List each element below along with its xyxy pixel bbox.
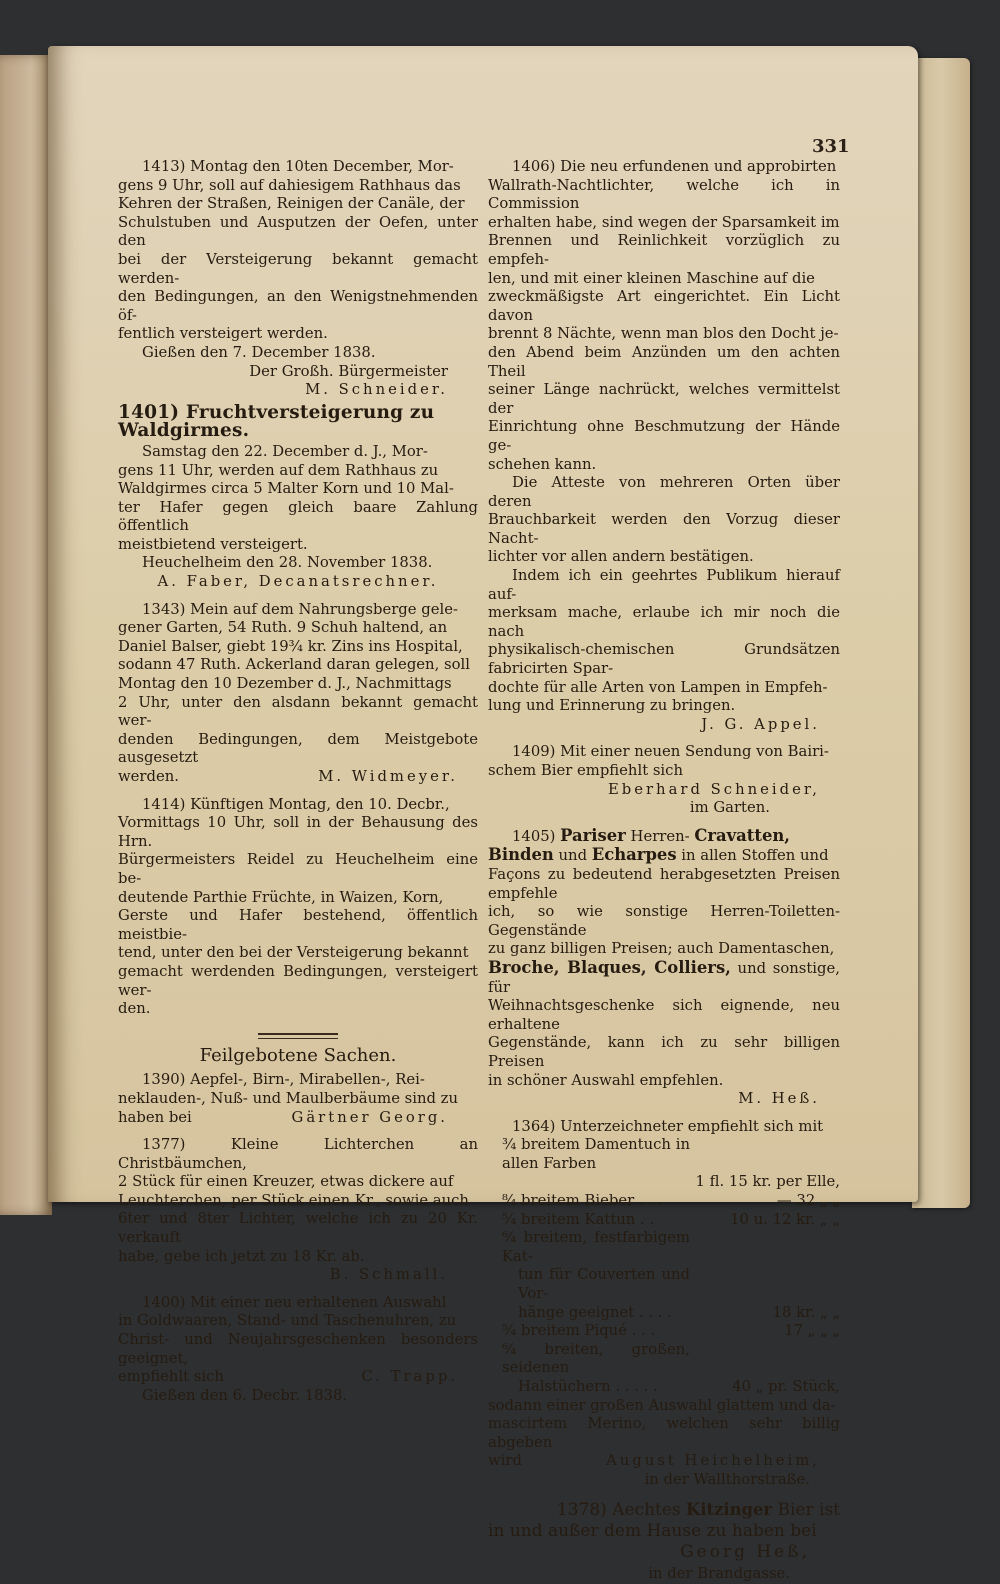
- price-item: ⁶⁄₄ breitem, festfarbigem Kat-: [502, 1229, 690, 1265]
- text-line: [488, 1499, 840, 1521]
- text-line: [488, 959, 840, 997]
- ad-1377: [118, 1136, 478, 1285]
- text-line: [488, 1452, 840, 1471]
- text-line: erhalten habe, sind wegen der Sparsamkeit im: [488, 213, 840, 231]
- text-line: in und außer dem Hause zu haben bei: [488, 1520, 817, 1541]
- section-heading: Feilgebotene Sachen.: [199, 1044, 397, 1066]
- text-line: Bürgermeisters Reidel zu Heuchelheim eine be-: [118, 851, 478, 887]
- text-line: Kehren der Straßen, Reinigen der Canäle, der: [118, 195, 465, 213]
- ad-1378: [488, 1499, 840, 1584]
- text-fragment: Bier ist: [777, 1499, 840, 1520]
- right-column: [488, 158, 840, 1584]
- price-item: ⁶⁄₄ breiten, großen, seidenen: [502, 1340, 690, 1377]
- text-line: 1343) Mein auf dem Nahrungsberge gele-: [142, 600, 458, 618]
- text-line: 6ter und 8ter Lichter, welche ich zu 20 Kr. verkauft: [118, 1210, 478, 1247]
- signature-location: in der Brandgasse.: [648, 1564, 790, 1582]
- price-value: 1 fl. 15 kr. per Elle,: [695, 1173, 840, 1191]
- text-line: Daniel Balser, giebt 19¾ kr. Zins ins Hospital,: [118, 637, 463, 655]
- text-line: gemacht werdenden Bedingungen, versteigert wer-: [118, 962, 478, 999]
- text-fragment: wird: [488, 1452, 522, 1470]
- ad-heading: 1401) Fruchtversteigerung zu Waldgirmes.: [118, 401, 435, 442]
- signature: A. Faber, Decanatsrechner.: [157, 573, 439, 591]
- text-line: meistbietend versteigert.: [118, 535, 308, 553]
- text-line: neklauden-, Nuß- und Maulberbäume sind zu: [118, 1089, 459, 1107]
- text-line: Façons zu bedeutend herabgesetzten Preisen empfehle: [488, 865, 840, 902]
- text-fragment: Kitzinger: [686, 1499, 773, 1519]
- text-line: [488, 827, 840, 847]
- text-fragment: Cravatten,: [694, 825, 790, 845]
- text-line: in schöner Auswahl empfehlen.: [488, 1071, 724, 1089]
- signature-title: Der Großh. Bürgermeister: [249, 362, 448, 380]
- price-row: [518, 1266, 840, 1303]
- place-date: Gießen den 7. December 1838.: [142, 343, 376, 361]
- price-row: [502, 1136, 840, 1173]
- text-fragment: 1405): [512, 827, 556, 845]
- price-item: Halstüchern . . . . .: [518, 1378, 658, 1395]
- text-line: len, und mit einer kleinen Maschine auf die: [488, 269, 815, 287]
- ad-1400: [118, 1294, 478, 1406]
- text-line: Indem ich ein geehrtes Publikum hierauf auf-: [488, 567, 840, 603]
- text-line: Christ- und Neujahrsgeschenken besonders geeignet,: [118, 1331, 478, 1367]
- price-row: [518, 1378, 840, 1397]
- price-item: hänge geeignet . . . .: [518, 1303, 672, 1321]
- text-fragment: 1378) Aechtes: [556, 1499, 681, 1520]
- text-line: Waldgirmes circa 5 Malter Korn und 10 Mal-: [118, 480, 454, 498]
- text-line: gener Garten, 54 Ruth. 9 Schuh haltend, an: [118, 619, 448, 637]
- text-line: zu ganz billigen Preisen; auch Damentaschen,: [488, 940, 835, 958]
- text-line: deutende Parthie Früchte, in Waizen, Korn,: [118, 888, 444, 906]
- text-line: den Abend beim Anzünden um den achten Theil: [488, 343, 840, 380]
- text-fragment: Pariser: [560, 825, 626, 845]
- price-value: 18 kr. „ „: [772, 1303, 840, 1321]
- price-value: 17 „ „ „: [784, 1322, 840, 1340]
- price-item: [502, 1173, 640, 1192]
- price-value: [690, 1136, 840, 1173]
- text-line: sodann 47 Ruth. Ackerland daran gelegen, soll: [118, 656, 470, 674]
- signature: C. Trapp.: [361, 1368, 458, 1386]
- text-line: merksam mache, erlaube ich mir noch die nach: [488, 604, 840, 640]
- text-line: den.: [118, 1000, 151, 1018]
- text-fragment: und: [558, 847, 588, 865]
- text-line: physikalisch-chemischen Grundsätzen fabricirten Spar-: [488, 641, 840, 678]
- text-line: zweckmäßigste Art eingerichtet. Ein Licht davon: [488, 288, 840, 324]
- text-line: den Bedingungen, an den Wenigstnehmenden öf-: [118, 288, 478, 324]
- text-line: 1390) Aepfel-, Birn-, Mirabellen-, Rei-: [142, 1071, 425, 1089]
- text-line: [118, 1368, 478, 1387]
- text-fragment: Binden: [488, 845, 554, 865]
- text-line: gens 9 Uhr, soll auf dahiesigem Rathhaus das: [118, 176, 461, 194]
- text-line: fentlich versteigert werden.: [118, 325, 328, 343]
- section-divider: [258, 1033, 338, 1039]
- text-line: in Goldwaaren, Stand- und Taschenuhren, zu: [118, 1312, 457, 1330]
- text-line: bei der Versteigerung bekannt gemacht werden-: [118, 250, 478, 287]
- text-fragment: haben bei: [118, 1108, 192, 1126]
- signature: M. Schneider.: [305, 381, 448, 399]
- text-fragment: empfiehlt sich: [118, 1368, 224, 1386]
- price-value: [690, 1229, 840, 1266]
- signature: M. Widmeyer.: [318, 768, 458, 785]
- text-line: sodann einer großen Auswahl glattem und da-: [488, 1396, 836, 1414]
- ad-1409: [488, 743, 840, 817]
- signature-location: im Garten.: [689, 799, 770, 817]
- price-value: — 32 „ „: [776, 1192, 840, 1210]
- signature: Eberhard Schneider,: [607, 780, 820, 798]
- text-line: 1400) Mit einer neu erhaltenen Auswahl: [142, 1293, 447, 1311]
- text-line: [488, 846, 840, 866]
- page-number: 331: [812, 136, 850, 157]
- text-fragment: werden.: [118, 768, 179, 785]
- signature: J. G. Appel.: [701, 715, 820, 733]
- price-value: [690, 1266, 840, 1303]
- ad-1414: [118, 796, 478, 1019]
- text-line: Vormittags 10 Uhr, soll in der Behausung des Hrn.: [118, 814, 478, 850]
- text-line: 1364) Unterzeichneter empfiehlt sich mit: [512, 1117, 824, 1135]
- price-item: ¾ breitem Damentuch in allen Farben: [502, 1136, 690, 1172]
- left-page-edge: [0, 55, 52, 1215]
- ad-1405: [488, 827, 840, 1109]
- text-line: dochte für alle Arten von Lampen in Empfeh-: [488, 678, 828, 696]
- signature: Gärtner Georg.: [291, 1108, 448, 1126]
- text-line: 1406) Die neu erfundenen und approbirten: [512, 158, 837, 175]
- text-line: lung und Erinnerung zu bringen.: [488, 697, 736, 715]
- text-line: ich, so wie sonstige Herren-Toiletten-Gegenstände: [488, 903, 840, 939]
- text-line: Leuchterchen, per Stück einen Kr., sowie auch: [118, 1191, 469, 1209]
- price-item: ⁵⁄₄ breitem Piqué . . .: [502, 1322, 656, 1340]
- price-row: [502, 1192, 840, 1211]
- signature: M. Heß.: [738, 1090, 820, 1108]
- left-column: [118, 158, 478, 1405]
- text-line: ter Hafer gegen gleich baare Zahlung öffentlich: [118, 498, 478, 535]
- text-line: Wallrath-Nachtlichter, welche ich in Commission: [488, 176, 840, 213]
- signature-location: in der Wallthorstraße.: [644, 1470, 810, 1488]
- text-line: Schulstuben und Ausputzen der Oefen, unter den: [118, 213, 478, 250]
- signature: August Heichelheim,: [606, 1452, 820, 1470]
- text-line: habe, gebe ich jetzt zu 18 Kr. ab.: [118, 1247, 365, 1265]
- price-row: [502, 1322, 840, 1341]
- price-row: [502, 1173, 840, 1192]
- ad-1343: [118, 601, 478, 787]
- ad-1401: [118, 401, 478, 592]
- text-line: 1377) Kleine Lichterchen an Christbäumchen,: [118, 1136, 478, 1172]
- text-line: 1409) Mit einer neuen Sendung von Bairi-: [512, 743, 829, 761]
- price-item: ⁸⁄₄ breitem Bieber . . .: [502, 1192, 663, 1210]
- text-line: 2 Stück für einen Kreuzer, etwas dickere auf: [118, 1173, 454, 1191]
- price-item: tun für Couverten und Vor-: [518, 1266, 690, 1303]
- text-line: denden Bedingungen, dem Meistgebote ausgesetzt: [118, 730, 478, 767]
- place-date: Heuchelheim den 28. November 1838.: [142, 554, 433, 572]
- ad-1413: [118, 158, 478, 400]
- text-line: mascirtem Merino, welchen sehr billig abgeben: [488, 1415, 840, 1451]
- text-line: gens 11 Uhr, werden auf dem Rathhaus zu: [118, 461, 439, 479]
- text-line: Gegenstände, kann ich zu sehr billigen Preisen: [488, 1034, 840, 1070]
- text-line: brennt 8 Nächte, wenn man blos den Docht je-: [488, 325, 839, 343]
- text-line: Brennen und Reinlichkeit vorzüglich zu empfeh-: [488, 232, 840, 268]
- price-value: [690, 1341, 840, 1378]
- text-line: 1413) Montag den 10ten December, Mor-: [142, 158, 454, 175]
- text-line: schem Bier empfiehlt sich: [488, 762, 683, 779]
- ad-1390: [118, 1071, 478, 1127]
- text-fragment: in allen Stoffen und: [681, 847, 829, 865]
- place-date: Gießen den 6. Decbr. 1838.: [142, 1386, 348, 1404]
- right-page-edge: [912, 58, 970, 1208]
- text-line: tend, unter den bei der Versteigerung bekannt: [118, 944, 469, 962]
- text-line: lichter vor allen andern bestätigen.: [488, 548, 754, 566]
- text-fragment: und sonstige, für: [488, 959, 840, 996]
- text-line: Weihnachtsgeschenke sich eignende, neu erhaltene: [488, 997, 840, 1033]
- ad-1406: [488, 158, 840, 734]
- text-line: Einrichtung ohne Beschmutzung der Hände ge-: [488, 418, 840, 454]
- text-line: Montag den 10 Dezember d. J., Nachmittags: [118, 675, 452, 693]
- signature: B. Schmall.: [329, 1266, 448, 1284]
- price-row: [502, 1229, 840, 1266]
- text-line: Die Atteste von mehreren Orten über deren: [488, 474, 840, 510]
- text-line: Gerste und Hafer bestehend, öffentlich meistbie-: [118, 907, 478, 943]
- price-item: ⁵⁄₄ breitem Kattun . .: [502, 1210, 655, 1228]
- text-fragment: Broche, Blaques, Colliers,: [488, 957, 731, 977]
- text-line: Brauchbarkeit werden den Vorzug dieser Nacht-: [488, 511, 840, 547]
- text-line: 2 Uhr, unter den alsdann bekannt gemacht wer-: [118, 693, 478, 730]
- text-line: Samstag den 22. December d. J., Mor-: [142, 442, 428, 460]
- text-line: seiner Länge nachrückt, welches vermittelst der: [488, 381, 840, 417]
- price-value: 40 „ pr. Stück,: [732, 1378, 840, 1395]
- text-line: 1414) Künftigen Montag, den 10. Decbr.,: [142, 795, 450, 813]
- text-line: schehen kann.: [488, 455, 597, 473]
- text-line: [118, 768, 478, 787]
- price-row: [502, 1341, 840, 1378]
- text-fragment: Echarpes: [591, 845, 677, 865]
- text-line: [118, 1109, 478, 1128]
- text-fragment: Herren-: [630, 827, 690, 845]
- price-value: 10 u. 12 kr. „ „: [730, 1210, 840, 1228]
- price-row: [518, 1304, 840, 1323]
- ad-1364: [488, 1118, 840, 1490]
- signature: Georg Heß,: [680, 1541, 810, 1562]
